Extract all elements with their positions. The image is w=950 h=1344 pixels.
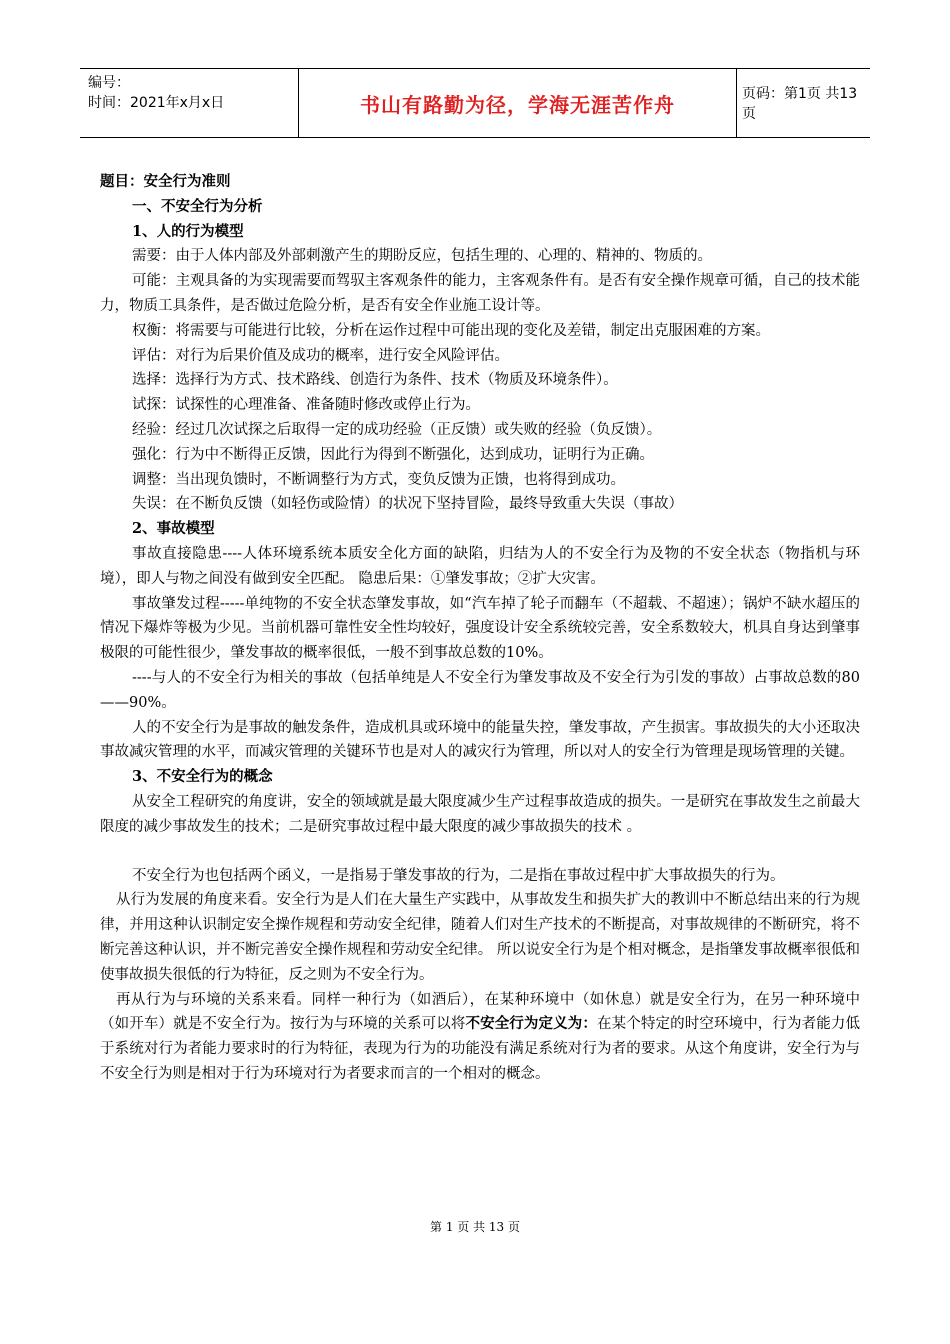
model-item: 经验：经过几次试探之后取得一定的成功经验（正反馈）或失败的经验（负反馈）。 [132,421,662,438]
paragraph-gap [100,840,860,864]
model-item: 试探：试探性的心理准备、准备随时修改或停止行为。 [132,397,480,414]
page-footer: 第 1 页 共 13 页 [430,1220,520,1234]
definition-paragraph [100,988,860,1087]
document-body [100,170,860,1087]
model-item: 选择：选择行为方式、技术路线、创造行为条件、技术（物质及环境条件）。 [132,372,618,389]
accident-paragraph: ----与人的不安全行为相关的事故（包括单纯是人不安全行为肇发事故及不安全行为引发的事故）占事故总数的80——90%。 [100,669,860,711]
section-heading-1: 一、不安全行为分析 [132,197,263,215]
definition-text-after: 在某个特定的时空环境中，行为者能力低于系统对行为者能力要求时的行为特征，表现为行为的功能没有满足系统对行为者的要求。从这个角度讲，安全行为与不安全行为则是相对于行为环境对行为者要求而言的一个相对的概念。 [100,1016,861,1082]
doc-title: 题目：安全行为准则 [100,173,231,190]
accident-paragraph: 事故直接隐患----人体环境系统本质安全化方面的缺陷，归结为人的不安全行为及物的不安全状态（物指机与环境），即人与物之间没有做到安全匹配。 隐患后果：①肇发事故；②扩大灾害。 [100,545,860,587]
concept-paragraph: 从安全工程研究的角度讲，安全的领域就是最大限度减少生产过程事故造成的损失。一是研究在事故发生之前最大限度的减少事故发生的技术；二是研究事故过程中最大限度的减少事故损失的技术 。 [100,793,860,835]
header-page-info: 页码：第1页 共13页 [742,86,858,122]
model-item: 需要：由于人体内部及外部刺激产生的期盼反应，包括生理的、心理的、精神的、物质的。 [132,248,712,265]
model-item: 失误：在不断负反馈（如轻伤或险情）的状况下坚持冒险，最终导致重大失误（事故） [132,496,683,513]
accident-paragraph: 事故肇发过程-----单纯物的不安全状态肇发事故，如“汽车掉了轮子而翻车（不超载、不超速）；锅炉不缺水超压的情况下爆炸等极为少见。当前机器可靠性安全性均较好，强度设计安全系统较完善，安全系数较大，机具自身达到肇事极限的可能性很少，肇发事故的概率很低，一般不到事故总数的10%。 [100,595,860,662]
subheading-behavior-model: 1、人的行为模型 [132,222,244,240]
concept-paragraph: 从行为发展的角度来看。安全行为是人们在大量生产实践中，从事故发生和损失扩大的教训中不断总结出来的行为规律，并用这种认识制定安全操作规程和劳动安全纪律，随着人们对生产技术的不断提高，对事故规律的不断研究，将不断完善这种认识，并不断完善安全操作规程和劳动安全纪律。 所以说安全行为是个相对概念，是指肇发事故概率很低和使事故损失很低的行为特征，反之则为不安全行为。 [100,892,860,983]
model-item: 评估：对行为后果价值及成功的概率，进行安全风险评估。 [132,347,509,364]
model-item: 权衡：将需要与可能进行比较，分析在运作过程中可能出现的变化及差错，制定出克服困难的方案。 [132,322,770,339]
header-motto: 书山有路勤为径，学海无涯苦作舟 [298,69,737,137]
header-left [88,73,224,113]
definition-term: 不安全行为定义为： [465,1015,598,1033]
subheading-unsafe-concept: 3、不安全行为的概念 [132,768,273,786]
doc-number-label: 编号： [88,75,130,91]
model-item: 强化：行为中不断得正反馈，因此行为得到不断强化，达到成功，证明行为正确。 [132,446,654,463]
accident-paragraph: 人的不安全行为是事故的触发条件，造成机具或环境中的能量失控，肇发事故，产生损害。事故损失的大小还取决事故减灾管理的水平，而减灾管理的关键环节也是对人的减灾行为管理，所以对人的安全行为管理是现场管理的关键。 [100,719,860,761]
subheading-accident-model: 2、事故模型 [132,520,215,538]
definition-text-before: 再从行为与环境的关系来看。同样一种行为（如酒后），在某种环境中（如休息）就是安全行为，在另一种环境中（如开车）就是不安全行为。按行为与环境的关系可以将 [100,991,860,1033]
doc-time-label: 时间：2021年x月x日 [88,95,225,111]
concept-paragraph: 不安全行为也包括两个函义，一是指易于肇发事故的行为，二是指在事故过程中扩大事故损失的行为。 [132,867,785,884]
model-item: 调整：当出现负馈时，不断调整行为方式，变负反馈为正馈，也将得到成功。 [132,471,625,488]
page-header [80,68,870,138]
model-item: 可能：主观具备的为实现需要而驾驭主客观条件的能力，主客观条件有。是否有安全操作规章可循，自己的技术能力，物质工具条件，是否做过危险分析，是否有安全作业施工设计等。 [100,273,860,314]
